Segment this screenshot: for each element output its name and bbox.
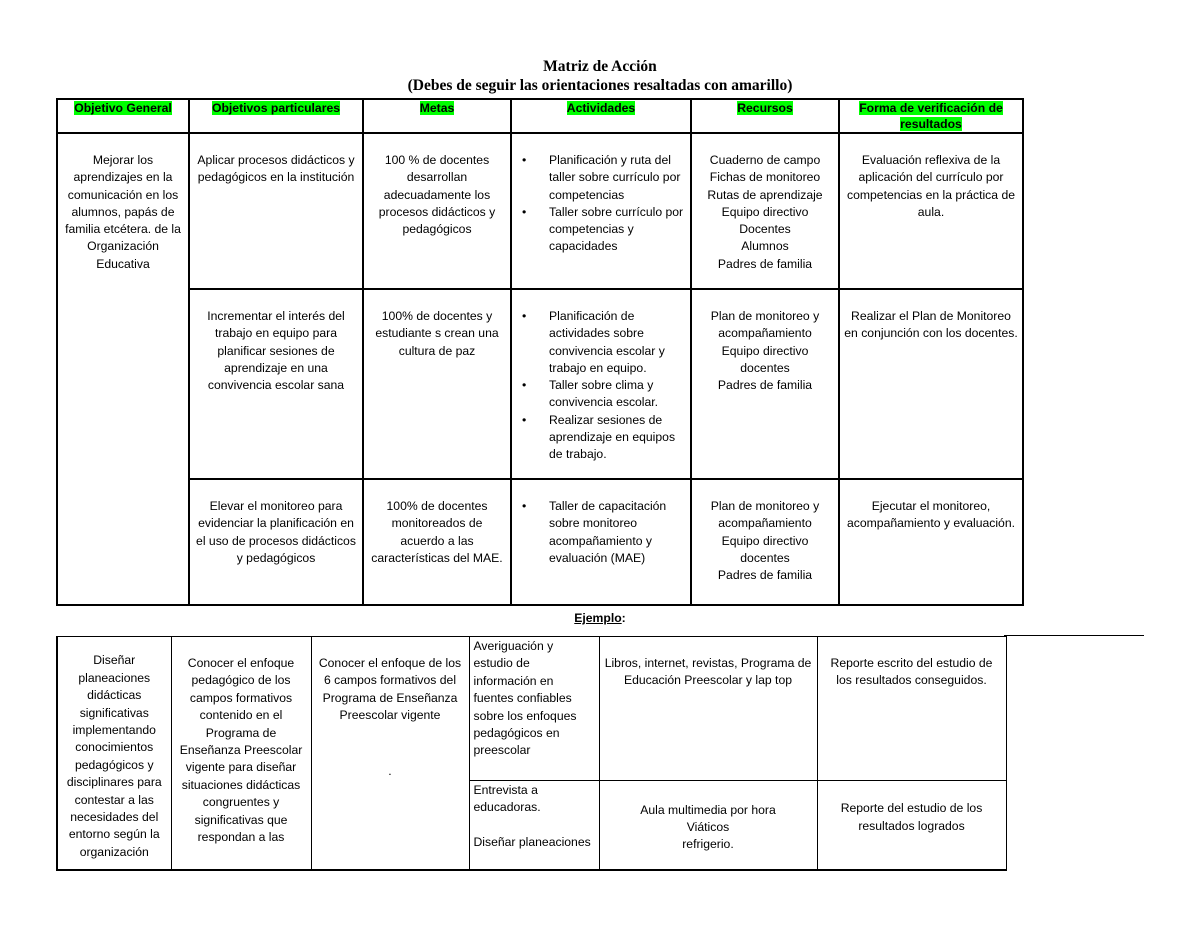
verification-cell: Realizar el Plan de Monitoreo en conjunción con los docentes. [839, 289, 1023, 479]
example-activity-text: Entrevista a educadoras. [473, 783, 541, 815]
particular-objective-cell: Elevar el monitoreo para evidenciar la planificación en el uso de procesos didácticos y pedagógicos [189, 479, 363, 605]
header-particular-objectives [189, 99, 363, 133]
bullet-icon: • [522, 309, 527, 323]
list-item [516, 204, 686, 256]
bullet-icon: • [522, 412, 527, 427]
resource-item: Padres de familia [717, 378, 813, 393]
resource-item: Equipo directivo [721, 204, 809, 219]
activities-cell [511, 479, 691, 605]
activity-list [516, 308, 686, 464]
example-objective-cell: Diseñar planeaciones didácticas significativas implementando conocimientos pedagógicos y disciplinares para contestar a las necesidades del entorno según la organización [57, 637, 171, 870]
activity-text: Taller sobre clima y convivencia escolar. [549, 378, 659, 410]
example-goal-cell [311, 637, 469, 870]
list-item [516, 498, 686, 567]
general-objective-cell [57, 133, 189, 605]
example-verification-cell: Reporte escrito del estudio de los resultados conseguidos. [817, 637, 1006, 781]
verification-cell: Ejecutar el monitoreo, acompañamiento y evaluación. [839, 479, 1023, 605]
verification-cell: Evaluación reflexiva de la aplicación del currículo por competencias en la práctica de aula. [839, 133, 1023, 289]
activity-list [516, 498, 686, 567]
activity-text: Taller sobre currículo por competencias y capacidades [549, 204, 684, 254]
resource-item: Padres de familia [717, 256, 813, 271]
goal-cell: 100% de docentes y estudiante s crean una cultura de paz [363, 289, 511, 479]
header-label: Forma de verificación de resultados [859, 101, 1003, 131]
resource-item: Aula multimedia por hora [640, 802, 776, 817]
resource-item: docentes [740, 360, 790, 375]
resource-item: Plan de monitoreo y acompañamiento [710, 499, 820, 531]
resource-item: Viáticos [686, 820, 730, 835]
particular-objective-cell: Aplicar procesos didácticos y pedagógicos en la institución [189, 133, 363, 289]
bullet-icon: • [522, 204, 527, 219]
list-item [516, 412, 686, 464]
table-row [57, 637, 1006, 781]
example-label: Ejemplo [574, 611, 622, 625]
activities-cell [511, 289, 691, 479]
bullet-icon: • [522, 378, 527, 393]
page-subtitle: (Debes de seguir las orientaciones resaltadas con amarillo) [407, 77, 793, 94]
resource-item: Padres de familia [717, 568, 813, 583]
resources-cell [691, 479, 839, 605]
example-activity-text: Diseñar planeaciones [473, 834, 591, 849]
example-goal-dot: . [388, 763, 392, 778]
example-resources-cell: Libros, internet, revistas, Programa de Educación Preescolar y lap top [599, 637, 817, 781]
page-title: Matriz de Acción [543, 58, 657, 75]
activity-text: Planificación de actividades sobre convivencia escolar y trabajo en equipo. [549, 309, 665, 375]
example-label-suffix: : [621, 611, 626, 625]
goal-cell: 100% de docentes monitoreados de acuerdo a las características del MAE. [363, 479, 511, 605]
divider [1004, 635, 1144, 636]
example-activity-cell: Averiguación y estudio de información en fuentes confiables sobre los enfoques pedagógicos en preescolar [469, 637, 599, 781]
activity-text: Planificación y ruta del taller sobre currículo por competencias [549, 153, 681, 202]
header-goals [363, 99, 511, 133]
particular-objective-cell: Incrementar el interés del trabajo en equipo para planificar sesiones de aprendizaje en una convivencia escolar sana [189, 289, 363, 479]
activity-list [516, 152, 686, 256]
resource-item: Equipo directivo [721, 343, 809, 358]
header-label: Objetivo General [74, 101, 172, 115]
example-verification-cell: Reporte del estudio de los resultados logrados [817, 781, 1006, 870]
resource-item: docentes [740, 550, 790, 565]
header-activities [511, 99, 691, 133]
resource-item: refrigerio. [682, 837, 734, 852]
header-label: Metas [419, 101, 455, 115]
bullet-icon: • [522, 499, 527, 513]
example-table [56, 636, 1007, 871]
table-row [57, 479, 1023, 605]
resource-item: Fichas de monitoreo [709, 170, 821, 185]
resource-item: Rutas de aprendizaje [707, 187, 823, 202]
list-item [516, 152, 686, 204]
resource-item: Plan de monitoreo y acompañamiento [710, 309, 820, 341]
header-verification [839, 99, 1023, 133]
header-label: Objetivos particulares [211, 101, 341, 115]
general-objective-text: Mejorar los aprendizajes en la comunicación en los alumnos, papás de familia etcétera. de la Organización Educativa [65, 153, 181, 271]
example-particular-cell: Conocer el enfoque pedagógico de los campos formativos contenido en el Programa de Enseñanza Preescolar vigente para diseñar situaciones didácticas congruentes y significativas que respondan a las [171, 637, 311, 870]
header-row [57, 99, 1023, 133]
table-row [57, 133, 1023, 289]
list-item [516, 308, 686, 377]
bullet-icon: • [522, 153, 527, 167]
header-objective-general [57, 99, 189, 133]
resources-cell [691, 133, 839, 289]
table-row [57, 289, 1023, 479]
activities-cell [511, 133, 691, 289]
example-activity-cell [469, 781, 599, 870]
action-matrix-table [56, 98, 1024, 606]
activity-text: Taller de capacitación sobre monitoreo acompañamiento y evaluación (MAE) [549, 499, 667, 565]
resource-item: Equipo directivo [721, 533, 809, 548]
example-goal-text: Conocer el enfoque de los 6 campos formativos del Programa de Enseñanza Preescolar vigente [318, 656, 462, 723]
resource-item: Alumnos [741, 239, 789, 254]
activity-text: Realizar sesiones de aprendizaje en equipos de trabajo. [549, 412, 676, 462]
header-label: Actividades [566, 101, 636, 115]
example-heading [0, 611, 1200, 625]
list-item [516, 377, 686, 412]
example-resources-cell [599, 781, 817, 870]
resources-cell [691, 289, 839, 479]
header-label: Recursos [737, 101, 793, 115]
goal-cell: 100 % de docentes desarrollan adecuadamente los procesos didácticos y pedagógicos [363, 133, 511, 289]
resource-item: Docentes [739, 222, 791, 237]
header-resources [691, 99, 839, 133]
resource-item: Cuaderno de campo [709, 153, 821, 167]
